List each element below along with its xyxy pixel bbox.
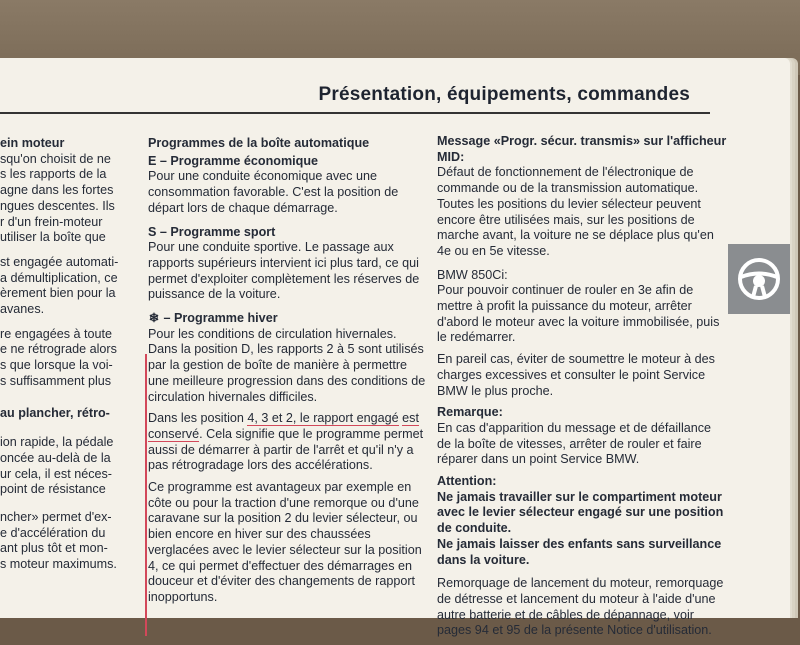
page-title: Présentation, équipements, commandes (318, 84, 690, 105)
program-winter-text: Pour les conditions de circulation hivernales. Dans la position D, les rapports 2 à 5 sont utilisés par la gestion de boîte de manière à permettre une meilleure progression dans des conditions de circulation hivernales difficiles. (148, 326, 426, 404)
section-tab (728, 244, 790, 314)
spacer (0, 246, 138, 255)
remark-heading: Remarque: (437, 405, 503, 420)
program-winter-title (148, 311, 426, 327)
left-line: ein moteur (0, 136, 65, 150)
spacer (0, 421, 138, 435)
winter-paragraph-2 (148, 411, 426, 474)
left-line: s que lorsque la voi- (0, 358, 113, 373)
header-rule (0, 112, 710, 114)
left-line: e d'accélération du (0, 525, 106, 540)
winter-paragraph-3: Ce programme est avantageux par exemple en côte ou pour la traction d'une remorque ou d'une caravane sur la position 2 du levier sélecteur, ou bien encore en hiver sur des chaussées verglacées avec le levier sélecteur sur la position 4, ce qui permet d'effectuer des démarrages en douceur et d'éviter des changements de rapport inopportuns. (148, 480, 422, 604)
left-line: r d'un frein-moteur (0, 214, 103, 229)
left-line: avanes. (0, 302, 45, 317)
red-margin-mark (145, 354, 147, 636)
left-line: ant plus tôt et mon- (0, 541, 108, 556)
attention-heading: Attention: (437, 474, 497, 489)
left-line: ion rapide, la pédale (0, 435, 114, 450)
left-column (0, 136, 138, 573)
bmw-text-2: En pareil cas, éviter de soumettre le moteur à des charges excessives et consulter le point Service BMW le plus proche. (437, 352, 715, 398)
left-line: utiliser la boîte que (0, 230, 106, 245)
winter-p2-end: . Cela signifie que le programme permet aussi de démarrer à partir de l'arrêt et qu'il n'y a pas rétrogradage lors des accélérations. (148, 426, 424, 473)
spacer (0, 390, 138, 406)
attention-1: Ne jamais travailler sur le compartiment moteur avec le levier sélecteur engagé sur une position de conduite. (437, 489, 724, 536)
message-heading: Message «Progr. sécur. transmis» sur l'afficheur MID: (437, 134, 727, 164)
left-line: s les rapports de la (0, 167, 107, 182)
attention-2: Ne jamais laisser des enfants sans surveillance dans la voiture. (437, 536, 722, 567)
winter-p2-start: Dans les position (148, 411, 248, 426)
underlined-text: est conservé (148, 411, 419, 441)
remark-text: En cas d'apparition du message et de défaillance de la boîte de vitesses, arrêter de rouler et faire réparer dans un point Service BMW. (437, 420, 712, 467)
left-line: s moteur maximums. (0, 557, 117, 572)
message-text: Défaut de fonctionnement de l'électronique de commande ou de la transmission automatique. Toutes les positions du levier sélecteur peuvent encore être utilisées mais, sur les positions de marche avant, la voiture ne se déplace plus qu'en 4e ou en 5e vitesse. (437, 165, 714, 258)
steering-wheel-icon (736, 256, 782, 302)
left-line: point de résistance (0, 482, 106, 497)
tow-text: Remorquage de lancement du moteur, remorquage de détresse et lancement du moteur à l'aide d'une autre batterie et de câbles de dépannage, voir pages 94 et 95 de la présente Notice d'utilisation. (437, 576, 724, 638)
spacer (0, 498, 138, 510)
left-line: squ'on choisit de ne (0, 151, 111, 166)
left-line: oncée au-delà de la (0, 450, 111, 465)
program-e-text: Pour une conduite économique avec une consommation favorable. C'est la position de départ lors de chaque démarrage. (148, 169, 399, 215)
program-e-title: E – Programme économique (148, 153, 319, 168)
program-winter-title-text: – Programme hiver (163, 311, 278, 326)
left-line: st engagée automati- (0, 254, 119, 269)
left-line: èrement bien pour la (0, 286, 116, 301)
right-column (437, 134, 727, 645)
left-line: a démultiplication, ce (0, 270, 118, 285)
bmw-text: Pour pouvoir continuer de rouler en 3e afin de mettre à profit la puissance du moteur, arrêter d'abord le moteur avec la voiture immobilisée, puis le redémarrer. (437, 283, 720, 345)
spacer (0, 318, 138, 327)
section-heading: Programmes de la boîte automatique (148, 136, 370, 150)
left-line: e ne rétrograde alors (0, 342, 117, 357)
program-s-text: Pour une conduite sportive. Le passage aux rapports supérieurs intervient ici plus tard, ce qui permet d'exploiter complètement les réserves de puissance de la voiture. (148, 240, 420, 302)
left-line: ncher» permet d'ex- (0, 510, 112, 525)
left-line: ngues descentes. Ils (0, 198, 115, 213)
left-line: s suffisamment plus (0, 373, 112, 388)
bmw-model: BMW 850Ci: (437, 267, 508, 282)
manual-page (0, 58, 790, 638)
middle-column (148, 136, 426, 612)
left-line: agne dans les fortes (0, 183, 114, 198)
snowflake-icon: ❄ (148, 311, 160, 326)
left-line: re engagées à toute (0, 326, 113, 341)
underlined-text: 4, 3 et 2, le rapport engagé (247, 411, 399, 426)
left-heading: au plancher, rétro- (0, 405, 110, 420)
program-s-title: S – Programme sport (148, 224, 276, 239)
left-line: ur cela, il est néces- (0, 466, 112, 481)
